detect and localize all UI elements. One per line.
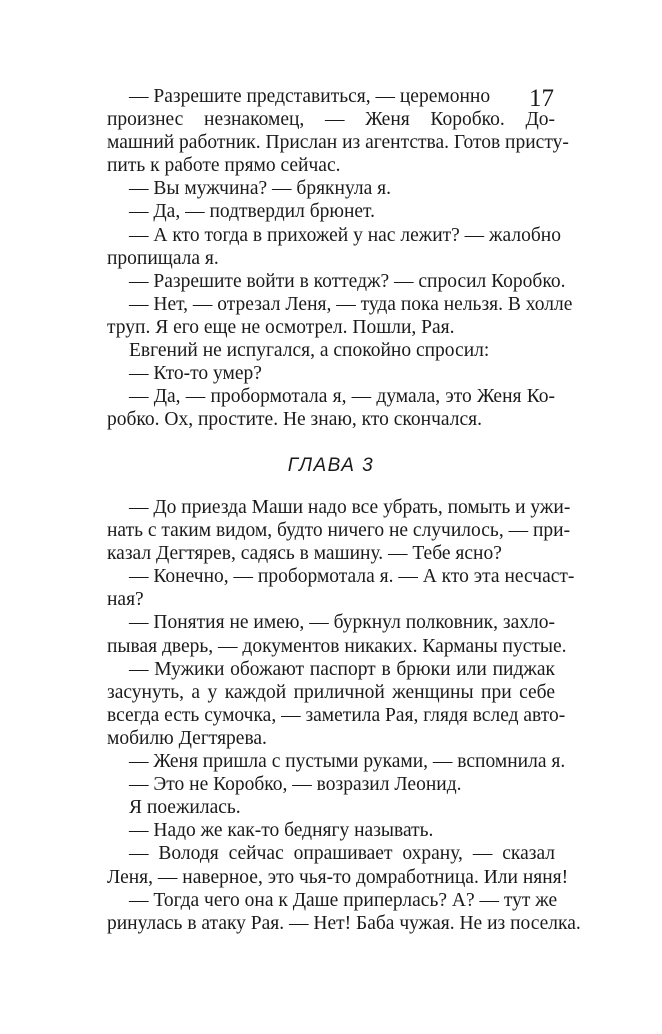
text-line: машний работник. Прислан из агентства. Готов присту- xyxy=(107,132,569,154)
text-line: произнес незнакомец, — Женя Коробко. До- xyxy=(107,109,555,131)
text-line: засунуть, а у каждой приличной женщины при себе xyxy=(107,681,555,703)
text-line: — Вы мужчина? — брякнула я. xyxy=(129,178,391,200)
text-line: — Да, — подтвердил брюнет. xyxy=(129,201,375,223)
text-line: труп. Я его еще не осмотрел. Пошли, Рая. xyxy=(107,316,455,338)
text-line: — До приезда Маши надо все убрать, помыть и ужи- xyxy=(129,497,571,518)
text-line: — Конечно, — пробормотала я. — А кто эта несчаст- xyxy=(129,566,575,588)
text-line: всегда есть сумочка, — заметила Рая, глядя вслед авто- xyxy=(107,704,566,726)
page-number: 17 xyxy=(529,85,554,112)
text-line: — Мужики обожают паспорт в брюки или пиджак xyxy=(129,658,555,680)
text-line: — Понятия не имею, — буркнул полковник, захло- xyxy=(129,612,555,634)
text-line: — Тогда чего она к Даше приперлась? А? — тут же xyxy=(129,889,558,911)
text-section-1 xyxy=(107,85,573,431)
text-line: пывая дверь, — документов никаких. Карманы пустые. xyxy=(107,635,567,657)
text-line: ринулась в атаку Рая. — Нет! Баба чужая. Не из поселка. xyxy=(107,912,581,934)
text-line: Я поежилась. xyxy=(129,797,241,819)
text-line: — Надо же как-то беднягу называть. xyxy=(129,820,434,842)
text-line: — Женя пришла с пустыми руками, — вспомнила я. xyxy=(129,751,566,773)
text-line: ная? xyxy=(107,589,144,611)
text-line: — Разрешите представиться, — церемонно xyxy=(129,86,491,107)
text-line: — Разрешите войти в коттедж? — спросил Коробко. xyxy=(129,270,566,292)
text-line: пить к работе прямо сейчас. xyxy=(107,155,341,177)
text-line: казал Дегтярев, садясь в машину. — Тебе ясно? xyxy=(107,543,502,565)
text-line: — Володя сейчас опрашивает охрану, — сказал xyxy=(129,843,555,865)
text-line: нать с таким видом, будто ничего не случилось, — при- xyxy=(107,520,571,542)
text-line: — Это не Коробко, — возразил Леонид. xyxy=(129,774,462,796)
chapter-heading: ГЛАВА 3 xyxy=(287,455,375,476)
text-line: — Кто-то умер? xyxy=(129,363,262,385)
text-line: пропищала я. xyxy=(107,247,219,269)
text-line: — Нет, — отрезал Леня, — туда пока нельзя. В холле xyxy=(129,293,573,315)
text-line: робко. Ох, простите. Не знаю, кто скончался. xyxy=(107,409,482,431)
text-line: Евгений не испугался, а спокойно спросил: xyxy=(129,340,490,362)
text-line: — А кто тогда в прихожей у нас лежит? — жалобно xyxy=(129,224,561,246)
text-line: Леня, — наверное, это чья-то домработница. Или няня! xyxy=(107,866,569,888)
text-line: мобилю Дегтярева. xyxy=(107,727,267,749)
text-line: — Да, — пробормотала я, — думала, это Женя Ко- xyxy=(129,386,555,408)
text-section-2 xyxy=(107,496,581,935)
